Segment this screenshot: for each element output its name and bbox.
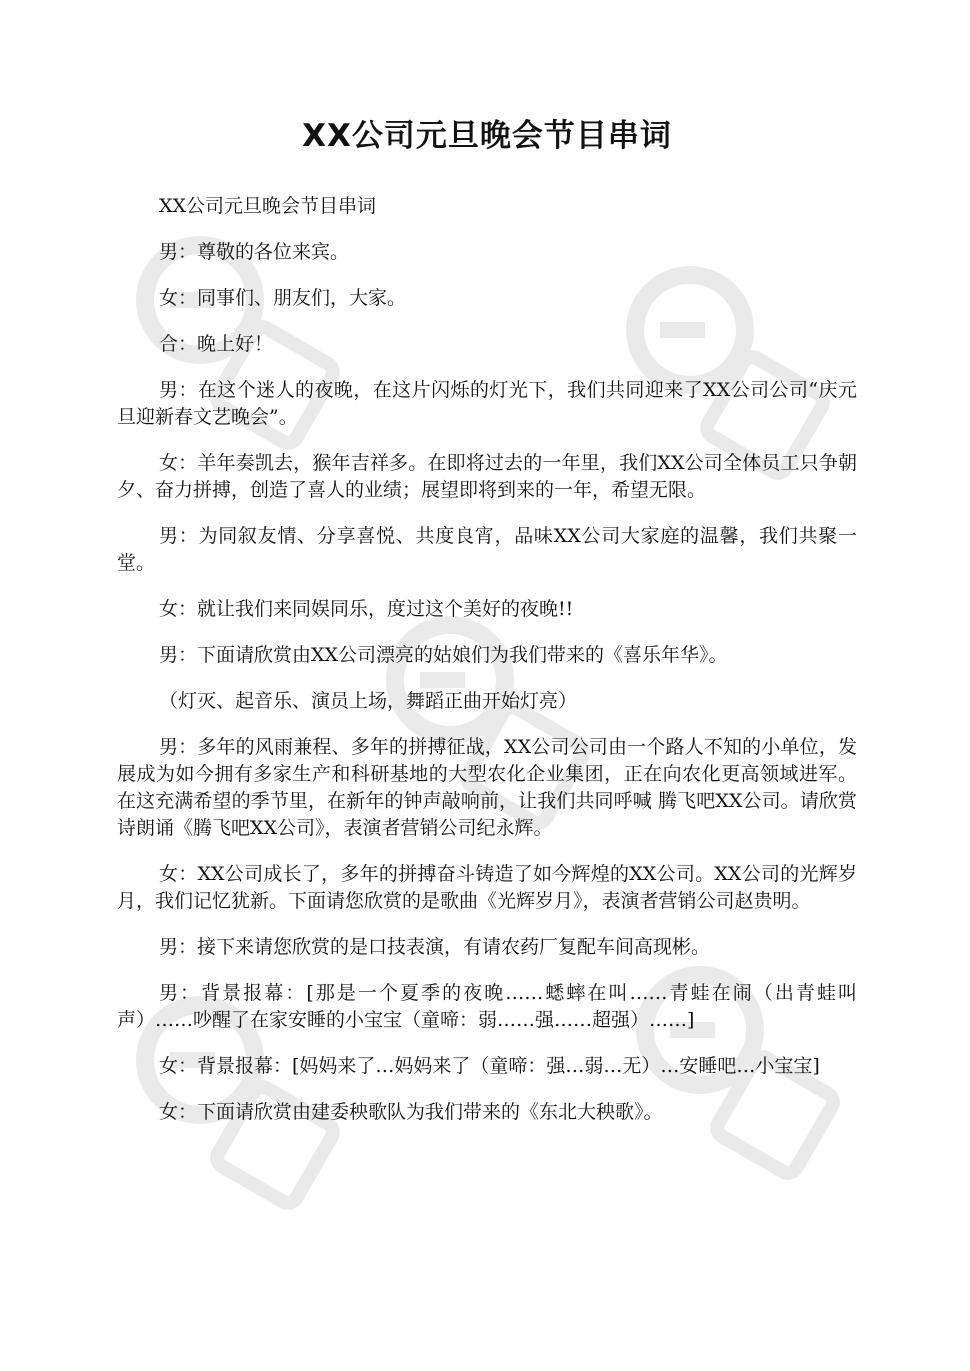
paragraph-stage-direction: （灯灭、起音乐、演员上场，舞蹈正曲开始灯亮） [159, 690, 578, 712]
paragraph: 女：背景报幕：[妈妈来了…妈妈来了（童啼：强…弱…无）…安睡吧…小宝宝] [159, 1055, 820, 1077]
document-title: XX公司元旦晚会节目串词 [302, 118, 672, 154]
paragraph: 男：下面请欣赏由XX公司漂亮的姑娘们为我们带来的《喜乐年华》。 [159, 644, 728, 666]
document-content [117, 110, 857, 1145]
paragraph: 女：XX公司成长了，多年的拼搏奋斗铸造了如今辉煌的XX公司。XX公司的光辉岁月，我们记忆犹新。下面请您欣赏的是歌曲《光辉岁月》，表演者营销公司赵贵明。 [117, 863, 857, 912]
paragraph: 女：就让我们来同娱同乐，度过这个美好的夜晚!! [159, 598, 574, 620]
paragraph: 男：背景报幕：[那是一个夏季的夜晚……蟋蟀在叫……青蛙在闹（出青蛙叫声）……吵醒了在家安睡的小宝宝（童啼：弱……强……超强）……] [117, 982, 857, 1031]
paragraph: 男：在这个迷人的夜晚，在这片闪烁的灯光下，我们共同迎来了XX公司公司“庆元旦迎新春文艺晚会”。 [117, 379, 857, 428]
paragraph: 男：尊敬的各位来宾。 [159, 241, 350, 263]
paragraph: 女：羊年奏凯去，猴年吉祥多。在即将过去的一年里，我们XX公司全体员工只争朝夕、奋力拼搏，创造了喜人的业绩；展望即将到来的一年，希望无限。 [117, 452, 857, 501]
paragraph-subtitle: XX公司元旦晚会节目串词 [159, 195, 377, 217]
paragraph: 女：同事们、朋友们，大家。 [159, 287, 407, 309]
paragraph: 合：晚上好！ [159, 333, 274, 355]
paragraph: 男：多年的风雨兼程、多年的拼搏征战，XX公司公司由一个路人不知的小单位，发展成为如今拥有多家生产和科研基地的大型农化企业集团，正在向农化更高领域进军。在这充满希望的季节里，在新年的钟声敲响前，让我们共同呼喊 腾飞吧XX公司。请欣赏诗朗诵《腾飞吧XX公司》，表演者营销公司纪永辉。 [117, 736, 857, 839]
paragraph: 男：接下来请您欣赏的是口技表演，有请农药厂复配车间高现彬。 [159, 936, 711, 958]
paragraph: 女：下面请欣赏由建委秧歌队为我们带来的《东北大秧歌》。 [159, 1101, 663, 1123]
paragraph: 男：为同叙友情、分享喜悦、共度良宵，品味XX公司大家庭的温馨，我们共聚一堂。 [117, 525, 857, 574]
